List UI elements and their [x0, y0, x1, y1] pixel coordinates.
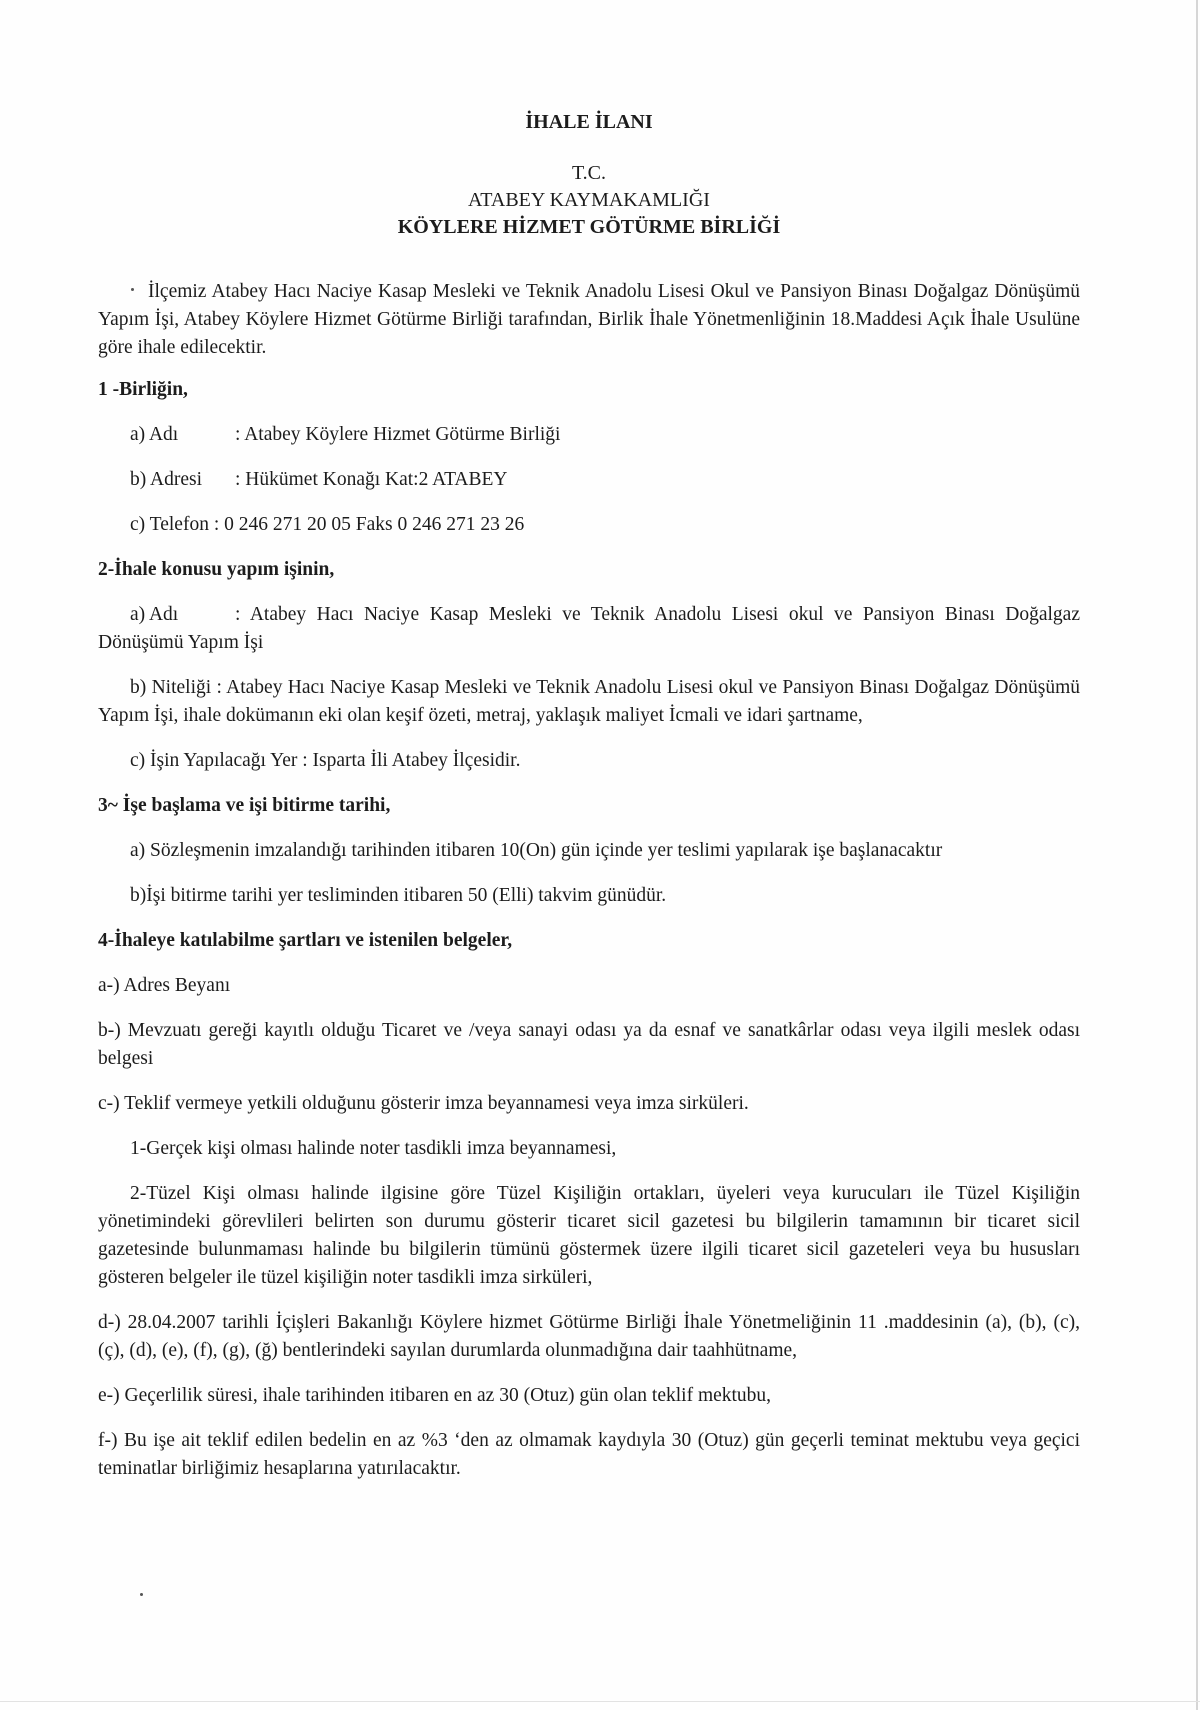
- section3-item-b: b)İşi bitirme tarihi yer tesliminden itibaren 50 (Elli) takvim günüdür.: [130, 885, 667, 906]
- section4-item-c1: 1-Gerçek kişi olması halinde noter tasdikli imza beyannamesi,: [130, 1138, 617, 1159]
- intro-paragraph: İlçemiz Atabey Hacı Naciye Kasap Mesleki ve Teknik Anadolu Lisesi Okul ve Pansiyon Binası Doğalgaz Dönüşümü Yapım İşi, Atabey Köylere Hizmet Götürme Birliği tarafından, Birlik İhale Yönetmenliğinin 18.Maddesi Açık İhale Usulüne göre ihale edilecektir.: [98, 281, 1080, 358]
- section2-heading: 2-İhale konusu yapım işinin,: [98, 559, 335, 580]
- scan-bottom-line: [0, 1701, 1200, 1702]
- section4-item-d: d-) 28.04.2007 tarihli İçişleri Bakanlığı Köylere hizmet Götürme Birliği İhale Yönetmeliğinin 11 .maddesinin (a), (b), (c), (ç), (d), (e), (f), (g), (ğ) bentlerindeki sayılan durumlarda olunmadığına dair taahhütname,: [98, 1312, 1080, 1361]
- section1-item-c: c) Telefon : 0 246 271 20 05 Faks 0 246 271 23 26: [130, 514, 525, 535]
- scan-speck: [140, 1593, 143, 1596]
- section1-a-value: : Atabey Köylere Hizmet Götürme Birliği: [235, 424, 561, 445]
- document-title: İHALE İLANI: [525, 111, 653, 133]
- section1-heading: 1 -Birliğin,: [98, 379, 188, 400]
- section2-item-a: [98, 601, 1080, 657]
- section3-item-a: a) Sözleşmenin imzalandığı tarihinden itibaren 10(On) gün içinde yer teslimi yapılarak işe başlanacaktır: [130, 840, 943, 861]
- section4-item-f: f-) Bu işe ait teklif edilen bedelin en az %3 ‘den az olmamak kaydıyla 30 (Otuz) gün geçerli teminat mektubu veya geçici teminatlar birliğimiz hesaplarına yatırılacaktır.: [98, 1430, 1080, 1479]
- section4-item-a: a-) Adres Beyanı: [98, 975, 231, 996]
- issuer-header: [98, 160, 1080, 241]
- section1-b-label: b) Adresi: [130, 469, 203, 490]
- scan-edge-line: [1196, 0, 1198, 1710]
- section2-a-label: a) Adı: [130, 604, 179, 625]
- section4-item-c: c-) Teklif vermeye yetkili olduğunu gösterir imza beyannamesi veya imza sirküleri.: [98, 1093, 749, 1114]
- section4-item-b: b-) Mevzuatı gereği kayıtlı olduğu Ticaret ve /veya sanayi odası ya da esnaf ve sanatkârlar odası veya ilgili meslek odası belgesi: [98, 1020, 1080, 1069]
- section4-item-c2: 2-Tüzel Kişi olması halinde ilgisine göre Tüzel Kişiliğin ortakları, üyeleri veya kurucuları ile Tüzel Kişiliğin yönetimindeki görevlileri belirten son durumu gösterir ticaret sicil gazetesi bu bilgilerin tamamının bir ticaret sicil gazetesinde bulunmaması halinde bu bilgilerin tümünü göstermek üzere ilgili ticaret sicil gazeteleri veya bu hususları gösteren belgeler ile tüzel kişiliğin noter tasdikli imza sirküleri,: [98, 1183, 1080, 1288]
- issuer-line-birlik: KÖYLERE HİZMET GÖTÜRME BİRLİĞİ: [397, 216, 781, 238]
- section2-item-b: b) Niteliği : Atabey Hacı Naciye Kasap Mesleki ve Teknik Anadolu Lisesi okul ve Pansiyon Binası Doğalgaz Dönüşümü Yapım İşi, ihale dokümanın eki olan keşif özeti, metraj, yaklaşık maliyet İcmali ve idari şartname,: [98, 677, 1080, 726]
- section1-a-label: a) Adı: [130, 424, 179, 445]
- section1-item-b: [98, 466, 1080, 494]
- section1-item-a: [98, 421, 1080, 449]
- section4-heading: 4-İhaleye katılabilme şartları ve istenilen belgeler,: [98, 930, 513, 951]
- section2-item-c: c) İşin Yapılacağı Yer : Isparta İli Atabey İlçesidir.: [130, 750, 521, 771]
- section2-a-value: : Atabey Hacı Naciye Kasap Mesleki ve Teknik Anadolu Lisesi okul ve Pansiyon Binası Doğalgaz Dönüşümü Yapım İşi: [98, 604, 1080, 653]
- section4-item-e: e-) Geçerlilik süresi, ihale tarihinden itibaren en az 30 (Otuz) gün olan teklif mektubu,: [98, 1385, 772, 1406]
- issuer-line-kaymakamlik: ATABEY KAYMAKAMLIĞI: [468, 189, 710, 211]
- issuer-line-tc: T.C.: [571, 162, 607, 184]
- document-body: [98, 108, 1080, 1483]
- section3-heading: 3~ İşe başlama ve işi bitirme tarihi,: [98, 795, 391, 816]
- section1-b-value: : Hükümet Konağı Kat:2 ATABEY: [235, 469, 508, 490]
